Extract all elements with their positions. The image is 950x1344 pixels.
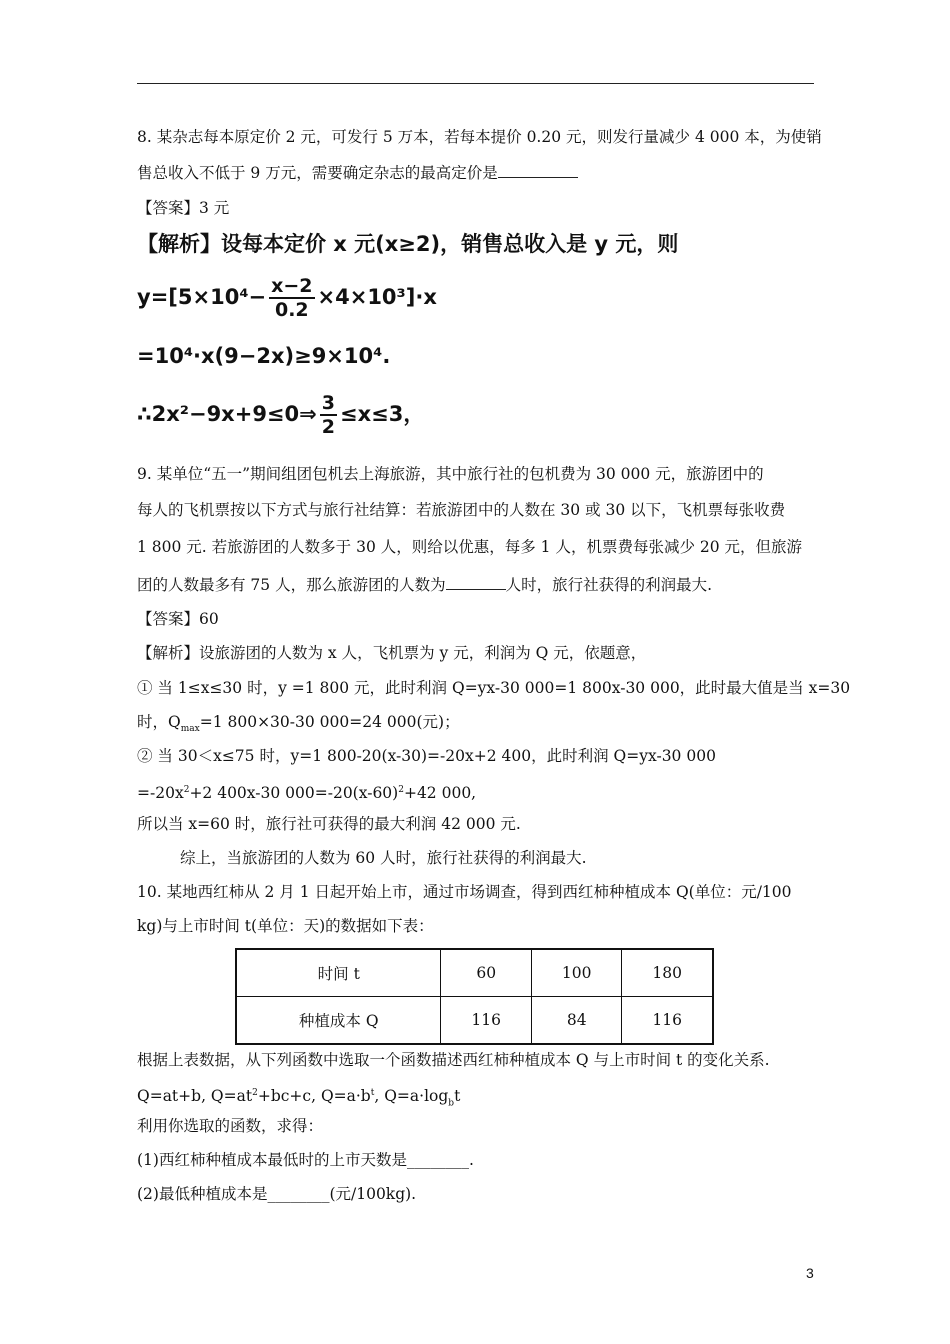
q9-line4-part2: 人时，旅行社获得的利润最大. <box>505 576 713 594</box>
q10-funcs-p4: t <box>454 1087 461 1106</box>
q10-funcs-sup1: 2 <box>252 1088 258 1098</box>
q8-eq3-denominator: 2 <box>321 416 335 438</box>
q9-line1: 9. 某单位“五一”期间组团包机去上海旅游，其中旅行社的包机费为 30 000 元，旅游团中的 <box>137 465 764 483</box>
q9-analysis4: ② 当 30＜x≤75 时，y=1 800-20(x-30)=-20x+2 400，此时利润 Q=yx-30 000 <box>137 747 716 765</box>
q8-equation2: =10⁴·x(9−2x)≥9×10⁴. <box>137 344 391 368</box>
table-cell: 时间 t <box>236 949 441 997</box>
header-rule <box>137 83 814 84</box>
q10-funcs-p2: +bc+c, Q=a·b <box>257 1087 371 1106</box>
table-cell: 100 <box>531 949 622 997</box>
table-cell: 180 <box>622 949 713 997</box>
table-cell: 84 <box>531 997 622 1045</box>
q9-analysis1: 【解析】设旅游团的人数为 x 人，飞机票为 y 元，利润为 Q 元，依题意， <box>137 644 647 662</box>
q10-funcs-sup2: t <box>370 1088 375 1098</box>
q9-analysis6: 所以当 x=60 时，旅行社可获得的最大利润 42 000 元. <box>137 815 521 833</box>
q8-equation3 <box>137 392 424 438</box>
q8-answer: 【答案】3 元 <box>137 199 230 217</box>
q8-line2-text: 售总收入不低于 9 万元，需要确定杂志的最高定价是 <box>137 164 498 182</box>
q8-eq3-right: ≤x≤3， <box>339 402 425 426</box>
q9-analysis2: ① 当 1≤x≤30 时，y =1 800 元，此时利润 Q=yx-30 000=1 800x-30 000，此时最大值是当 x=30 <box>137 679 851 697</box>
q9-analysis3 <box>137 712 460 739</box>
q8-eq3-fraction <box>320 392 337 438</box>
q8-eq1-fraction <box>269 275 314 321</box>
q9-a5-sup1: 2 <box>183 785 190 795</box>
q10-funcs-p1: Q=at+b, Q=at <box>137 1087 253 1106</box>
cost-time-table <box>235 948 714 1045</box>
q9-line4-part1: 团的人数最多有 75 人，那么旅游团的人数为 <box>137 576 446 594</box>
table-row <box>236 949 713 997</box>
q10-functions <box>137 1083 460 1113</box>
q9-answer-blank[interactable] <box>446 574 506 590</box>
q9-line2: 每人的飞机票按以下方式与旅行社结算：若旅游团中的人数在 30 或 30 以下，飞机票每张收费 <box>137 501 786 519</box>
q9-a5-p3: +42 000, <box>403 784 477 803</box>
q9-a5-p2: +2 400x-30 000=-20(x-60) <box>189 784 399 803</box>
q8-eq1-left: y=[5×10⁴− <box>137 285 267 309</box>
table-row <box>236 997 713 1045</box>
q8-analysis-line1: 【解析】设每本定价 x 元(x≥2)，销售总收入是 y 元，则 <box>137 232 679 256</box>
q10-after3: 利用你选取的函数，求得： <box>137 1117 324 1135</box>
q9-a5-p1: =-20x <box>137 784 184 803</box>
q8-eq3-left: ∴2x²−9x+9≤0⇒ <box>137 402 317 426</box>
q9-conclusion: 综上，当旅游团的人数为 60 人时，旅行社获得的利润最大. <box>180 849 587 867</box>
q10-line1: 10. 某地西红柿从 2 月 1 日起开始上市，通过市场调查，得到西红柿种植成本 Q(单位：元/100 <box>137 883 792 901</box>
q9-a3-post: =1 800×30-30 000=24 000(元)； <box>199 713 460 731</box>
q8-answer-blank[interactable] <box>498 162 578 178</box>
page-number: 3 <box>806 1265 814 1281</box>
q8-eq1-numerator: x−2 <box>271 275 313 297</box>
table-cell: 种植成本 Q <box>236 997 441 1045</box>
q10-sub2: (2)最低种植成本是________(元/100kg). <box>137 1185 417 1203</box>
q8-eq1-denominator: 0.2 <box>274 299 309 321</box>
q9-line4 <box>137 574 712 595</box>
q8-eq3-numerator: 3 <box>321 392 335 414</box>
table-cell: 116 <box>622 997 713 1045</box>
q8-eq1-right: ×4×10³]·x <box>317 285 437 309</box>
q10-sub1: (1)西红柿种植成本最低时的上市天数是________. <box>137 1151 474 1169</box>
q9-a3-sub: max <box>180 724 200 735</box>
table-cell: 60 <box>441 949 532 997</box>
q10-funcs-p3: , Q=a·log <box>374 1087 449 1106</box>
q9-a3-pre: 时，Q <box>137 713 181 731</box>
q8-line2 <box>137 162 578 183</box>
q8-line1: 8. 某杂志每本原定价 2 元，可发行 5 万本，若每本提价 0.20 元，则发行量减少 4 000 本，为使销 <box>137 128 822 146</box>
q10-funcs-sub: b <box>448 1098 455 1109</box>
q9-line3: 1 800 元. 若旅游团的人数多于 30 人，则给以优惠，每多 1 人，机票费每张减少 20 元，但旅游 <box>137 538 803 556</box>
q9-a5-sup2: 2 <box>398 785 404 795</box>
table-cell: 116 <box>441 997 532 1045</box>
q10-line2: kg)与上市时间 t(单位：天)的数据如下表： <box>137 917 434 935</box>
q10-after1: 根据上表数据，从下列函数中选取一个函数描述西红柿种植成本 Q 与上市时间 t 的变化关系. <box>137 1051 770 1069</box>
q9-analysis5 <box>137 780 476 803</box>
q8-equation1 <box>137 275 437 321</box>
q9-answer: 【答案】60 <box>137 610 219 628</box>
